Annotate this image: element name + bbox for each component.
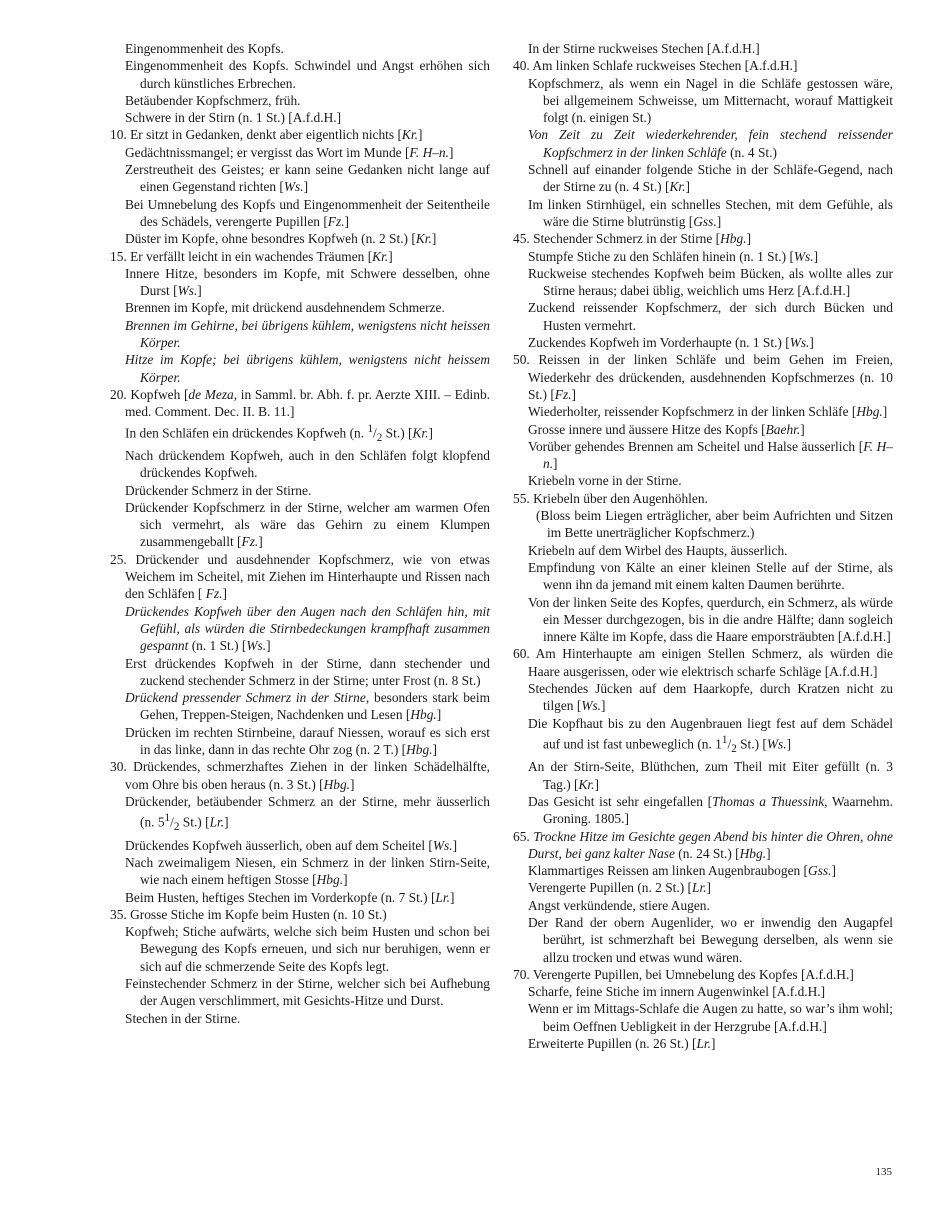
right-column-entry: In der Stirne ruckweises Stechen [A.f.d.H.] — [528, 41, 760, 56]
right-column-entry: Kopfschmerz, als wenn ein Nagel in die Schläfe gestossen wäre, bei allgemeinem Schweisse, um Mitternacht, worauf Mattigkeit folgt (n. einigen St.) — [528, 75, 893, 126]
left-column-entry: Bei Umnebelung des Kopfs und Eingenommenheit der Seitentheile des Schädels, verengerte Pupillen [Fz.] — [125, 196, 490, 229]
left-column-entry: Betäubender Kopfschmerz, früh. — [125, 92, 301, 108]
left-column-entry: Drücken im rechten Stirnbeine, darauf Niessen, worauf es sich erst in das linke, dann in das rechte Ohr zog (n. 2 T.) [Hbg.] — [125, 724, 490, 758]
left-column-entry: Feinstechender Schmerz in der Stirne, welcher sich bei Aufhebung der Augen verschlimmert, mit Gesichts-Hitze und Durst. — [125, 976, 490, 1009]
left-column-entry: Eingenommenheit des Kopfs. — [125, 41, 284, 56]
left-column-entry: Beim Husten, heftiges Stechen im Vorderkopfe (n. 7 St.) [Lr.] — [125, 889, 455, 905]
right-column-entry: Kriebeln vorne in der Stirne. — [528, 473, 682, 489]
entry-number: 55. — [513, 490, 530, 506]
left-column-entry: 25. Drückender und ausdehnender Kopfschmerz, wie von etwas Weichem im Scheitel, mit Ziehen im Hinterhaupte und Rissen nach den Schläfen [ Fz.] — [110, 551, 490, 602]
left-column-entry: Drückendes Kopfweh über den Augen nach den Schläfen hin, mit Gefühl, als würden die Stirnbedeckungen krampfhaft zusammen gespannt (n. 1 St.) [Ws.] — [125, 603, 490, 654]
left-column-entry: Drückender Kopfschmerz in der Stirne, welcher am warmen Ofen sich vermehrt, als wäre das Gehirn zu einem Klumpen zusammengeballt [Fz.] — [125, 499, 490, 550]
right-column-entry: Empfindung von Kälte an einer kleinen Stelle auf der Stirne, als wenn ihn da jemand mit einem kalten Daumen berührte. — [528, 559, 893, 593]
left-column-entry: Erst drückendes Kopfweh in der Stirne, dann stechender und zuckend stechender Schmerz in der Stirne; unter Frost (n. 8 St.) — [125, 655, 490, 688]
right-column-entry: Zuckendes Kopfweh im Vorderhaupte (n. 1 St.) [Ws.] — [528, 335, 814, 351]
left-column-entry: 15. Er verfällt leicht in ein wachendes Träumen [Kr.] — [110, 248, 393, 264]
left-column-entry: Nach zweimaligem Niesen, ein Schmerz in der linken Stirn-Seite, wie nach einem heftigen Stosse [Hbg.] — [125, 854, 490, 888]
left-column-entry: Drückender, betäubender Schmerz an der Stirne, mehr äusserlich (n. $5^1/_2$ St.) [Lr.] — [125, 793, 490, 834]
right-column-entry: Ruckweise stechendes Kopfweh beim Bücken, als wollte alles zur Stirne heraus; dabei üblig, weichlich ums Herz [A.f.d.H.] — [528, 265, 893, 299]
entry-number: 45. — [513, 231, 530, 247]
left-column-entry: Eingenommenheit des Kopfs. Schwindel und Angst erhöhen sich durch künstliches Erbrechen. — [125, 58, 490, 91]
left-column-entry: Drückend pressender Schmerz in der Stirne, besonders stark beim Gehen, Treppen-Steigen, Nachdenken und Lesen [Hbg.] — [125, 690, 491, 723]
left-column-entry: Innere Hitze, besonders im Kopfe, mit Schwere desselben, ohne Durst [Ws.] — [125, 265, 490, 299]
right-column-entry: Von der linken Seite des Kopfes, querdurch, ein Schmerz, als würde ein Messer durchgezogen, bis in die andre Hälfte; dann sogleich innere Kälte im Kopfe, dass die Haare emporsträubten [A.f.d.H.] — [528, 594, 893, 645]
right-column-entry: 40. Am linken Schlafe ruckweises Stechen [A.f.d.H.] — [513, 58, 798, 74]
left-column-entry: 10. Er sitzt in Gedanken, denkt aber eigentlich nichts [Kr.] — [110, 127, 423, 143]
left-column-entry: Brennen im Gehirne, bei übrigens kühlem, wenigstens nicht heissen Körper. — [125, 317, 490, 351]
left-column-entry: Nach drückendem Kopfweh, auch in den Schläfen folgt klopfend drückendes Kopfweh. — [125, 447, 490, 481]
entry-number: 30. — [110, 759, 127, 775]
left-column-entry: 30. Drückendes, schmerzhaftes Ziehen in der linken Schädelhälfte, vom Ohre bis oben heraus (n. 3 St.) [Hbg.] — [110, 759, 490, 792]
right-column-entry: Das Gesicht ist sehr eingefallen [Thomas a Thuessink, Waarnehm. Groning. 1805.] — [528, 793, 893, 827]
left-column-entry: In den Schläfen ein drückendes Kopfweh (n. $^1/_2$ St.) [Kr.] — [125, 422, 433, 444]
right-column-entry: (Bloss beim Liegen erträglicher, aber beim Aufrichten und Sitzen im Bette unerträglicher Kopfschmerz.) — [536, 508, 893, 541]
entry-number: 20. — [110, 386, 127, 402]
page-number: 135 — [875, 1166, 892, 1178]
right-column-entry: Angst verkündende, stiere Augen. — [528, 897, 710, 913]
right-column-entry: Zuckend reissender Kopfschmerz, der sich durch Bücken und Husten vermehrt. — [528, 300, 893, 333]
right-column-entry: Von Zeit zu Zeit wiederkehrender, fein stechend reissender Kopfschmerz in der linken Schläfe (n. 4 St.) — [528, 127, 893, 160]
right-column-entry: Vorüber gehendes Brennen am Scheitel und Halse äusserlich [F. H–n.] — [528, 438, 893, 472]
right-column-entry: 65. Trockne Hitze im Gesichte gegen Abend bis hinter die Ohren, ohne Durst, bei ganz kalter Nase (n. 24 St.) [Hbg.] — [513, 828, 893, 861]
left-column-entry: 20. Kopfweh [de Meza, in Samml. br. Abh. f. pr. Aerzte XIII. – Edinb. med. Comment. Dec. II. B. 11.] — [110, 386, 490, 420]
entry-number: 10. — [110, 127, 127, 143]
right-column-entry: Stechendes Jücken auf dem Haarkopfe, durch Kratzen nicht zu tilgen [Ws.] — [528, 680, 893, 714]
entry-number: 35. — [110, 906, 127, 922]
left-column-entry: Hitze im Kopfe; bei übrigens kühlem, wenigstens nicht heissem Körper. — [125, 352, 490, 385]
left-column-entry: Stechen in der Stirne. — [125, 1010, 241, 1026]
right-column-entry: Wiederholter, reissender Kopfschmerz in der linken Schläfe [Hbg.] — [528, 404, 888, 420]
right-column-entry: Scharfe, feine Stiche im innern Augenwinkel [A.f.d.H.] — [528, 984, 826, 1000]
left-column-entry: Brennen im Kopfe, mit drückend ausdehnendem Schmerze. — [125, 300, 445, 316]
right-column-entry: Verengerte Pupillen (n. 2 St.) [Lr.] — [528, 880, 711, 896]
right-column-entry: Die Kopfhaut bis zu den Augenbrauen liegt fest auf dem Schädel auf und ist fast unbeweglich (n. $1^1/_2$ St.) [Ws.] — [528, 715, 893, 756]
right-column-entry: Der Rand der obern Augenlider, wo er inwendig den Augapfel berührt, ist schmerzhaft bei Bewegung derselben, als wenn sie allzu trocken und etwas wund wären. — [528, 914, 893, 965]
left-column-entry: Gedächtnissmangel; er vergisst das Wort im Munde [F. H–n.] — [125, 144, 454, 160]
right-column-entry: Im linken Stirnhügel, ein schnelles Stechen, mit dem Gefühle, als wäre die Stirne blutrünstig [Gss.] — [528, 196, 893, 229]
left-column-entry: Drückendes Kopfweh äusserlich, oben auf dem Scheitel [Ws.] — [125, 837, 458, 853]
left-column-entry: 35. Grosse Stiche im Kopfe beim Husten (n. 10 St.) — [110, 906, 387, 922]
entry-number: 50. — [513, 352, 530, 368]
right-column-entry: An der Stirn-Seite, Blüthchen, zum Theil mit Eiter gefüllt (n. 3 Tag.) [Kr.] — [528, 759, 893, 792]
left-column-entry: Zerstreutheit des Geistes; er kann seine Gedanken nicht lange auf einen Gegenstand richten [Ws.] — [125, 162, 490, 195]
entry-number: 65. — [513, 828, 530, 844]
left-column-entry: Schwere in der Stirn (n. 1 St.) [A.f.d.H.] — [125, 110, 342, 126]
right-column-entry: Stumpfe Stiche zu den Schläfen hinein (n. 1 St.) [Ws.] — [528, 248, 819, 264]
right-column-entry: 60. Am Hinterhaupte am einigen Stellen Schmerz, als würden die Haare ausgerissen, oder wie elektrisch scharfe Schläge [A.f.d.H.] — [513, 646, 893, 679]
entry-number: 40. — [513, 58, 530, 74]
right-column-entry: Wenn er im Mittags-Schlafe die Augen zu hatte, so war’s ihm wohl; beim Oeffnen Uebligkeit in der Herzgrube [A.f.d.H.] — [528, 1001, 893, 1034]
right-column-entry: 55. Kriebeln über den Augenhöhlen. — [513, 490, 708, 506]
entry-number: 60. — [513, 646, 530, 662]
right-column-entry: Erweiterte Pupillen (n. 26 St.) [Lr.] — [528, 1036, 716, 1052]
right-column-entry: 50. Reissen in der linken Schläfe und beim Gehen im Freien, Wiederkehr des drückenden, ausdehnenden Kopfschmerzes (n. 10 St.) [Fz.] — [513, 352, 893, 402]
entry-number: 25. — [110, 551, 127, 567]
right-column-entry: 45. Stechender Schmerz in der Stirne [Hbg.] — [513, 231, 752, 247]
left-column-entry: Kopfweh; Stiche aufwärts, welche sich beim Husten und schon bei Bewegung des Kopfs erneuen, und sich nur beruhigen, wenn er sich auf die schmerzende Seite des Kopfs legt. — [125, 924, 490, 974]
entry-number: 15. — [110, 248, 127, 264]
right-column-entry: Klammartiges Reissen am linken Augenbraubogen [Gss.] — [528, 863, 836, 879]
right-column-entry: Schnell auf einander folgende Stiche in der Schläfe-Gegend, nach der Stirne zu (n. 4 St.) [Kr.] — [528, 162, 893, 195]
right-column-entry: Kriebeln auf dem Wirbel des Haupts, äusserlich. — [528, 542, 788, 558]
left-column — [110, 40, 490, 1027]
left-column-entry: Düster im Kopfe, ohne besondres Kopfweh (n. 2 St.) [Kr.] — [125, 231, 437, 247]
right-column — [513, 40, 893, 1052]
right-column-entry: Grosse innere und äussere Hitze des Kopfs [Baehr.] — [528, 421, 805, 437]
left-column-entry: Drückender Schmerz in der Stirne. — [125, 482, 312, 498]
right-column-entry: 70. Verengerte Pupillen, bei Umnebelung des Kopfes [A.f.d.H.] — [513, 966, 854, 982]
entry-number: 70. — [513, 966, 530, 982]
